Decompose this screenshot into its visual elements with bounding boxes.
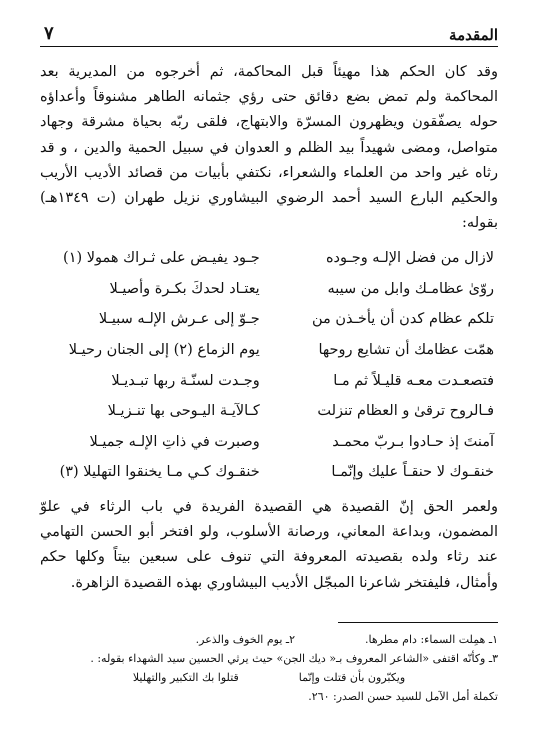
poem-verse [52, 335, 494, 366]
footnote-row [40, 649, 498, 668]
footnote-divider [338, 622, 498, 623]
page-header [44, 18, 498, 44]
page-number: ٧ [44, 23, 54, 44]
chapter-title: المقدمة [449, 26, 498, 44]
closing-paragraph: ولعمر الحق إنّ القصيدة هي القصيدة الفريدة في باب الرثاء في علوّ المضمون، وبداعة المعاني، ورصانة الأسلوب، ولو افتخر أبو الحسن التهامي عند رثاء ولده بقصيدته المعروفة التي تنوف على سبعين بيتاً وكلها حكم وأمثال، فليفتخر شاعرنا المبجّل الأديب البيشاوري بهذه القصيدة الزاهرة. [40, 499, 498, 591]
header-divider [40, 46, 498, 47]
poem-verse [52, 274, 494, 305]
footnote-1: ١ـ همِلت السماء: دام مطرها. [365, 633, 498, 646]
poem-verse [52, 365, 494, 396]
footnote-verse-second: قتلوا بك التكبير والتهليلا [132, 671, 239, 684]
footnote-row [40, 687, 498, 706]
poem-verse [52, 243, 494, 274]
first-hemistich: آمنتَ إذ حـادوا بـربّ محمـد [332, 433, 494, 450]
second-hemistich: جـوّ إلى عـرش الإلـه سبيـلا [98, 311, 260, 328]
first-hemistich: لازال من فضل الإلـه وجـوده [325, 250, 494, 267]
footnote-verse [40, 668, 498, 687]
poem-verse [52, 396, 494, 427]
first-hemistich: خنقـوك لا حنقـاً عليك وإنّمـا [331, 464, 494, 481]
footnote-row [40, 630, 498, 649]
elegy-poem [52, 243, 494, 488]
second-hemistich: يوم الزماع (٢) إلى الجنان رحيـلا [68, 342, 260, 359]
second-hemistich: وصبرت في ذاتِ الإلـه جميـلا [89, 433, 260, 450]
first-hemistich: فتصعـدت معـه قليـلاً ثم مـا [333, 372, 494, 389]
second-hemistich: كـالآيـة اليـوحى بها تنـزيـلا [107, 403, 260, 420]
second-hemistich: خنقـوك كـي مـا يخنقوا التهليلا (٣) [59, 464, 260, 481]
second-hemistich: جـود يفيـض على ثـراك همولا (١) [63, 250, 260, 267]
second-hemistich: وجـدت لسنّـة ربها تبـديـلا [111, 372, 260, 389]
first-hemistich: همّت عظامك أن تشايع روحها [318, 342, 494, 359]
intro-paragraph: وقد كان الحكم هذا مهيئاً قبل المحاكمة، ثم أخرجوه من المديرية بعد المحاكمة ولم تمض بضع دقائق حتى رؤي جثمانه الطاهر مشنوقاً وأعداؤه حوله يصفّقون ويظهرون المسرّة والابتهاج، فلقى ربّه بحياة مشرقة وجهاد متواصل، ومضى شهيداً بيد الظلم و العدوان في سبيل الحمية والدين ، و قد رثاه غير واحد من العلماء والشعراء، نكتفي بأبيات من قصائد الأديب الأريب والحكيم البارع السيد أحمد الرضوي البيشاوري نزيل طهران (ت ١٣٤٩هـ) بقوله: [40, 64, 498, 232]
poem-verse [52, 457, 494, 488]
footnote-2: ٢ـ يوم الخوف والذعر. [195, 633, 296, 646]
footnote-3: ٣ـ وكأنّه اقتفى «الشاعر المعروف بـ« ديك الجن» حيث يرثي الحسين سيد الشهداء بقوله: . [90, 652, 498, 665]
first-hemistich: تلكم عظام كدن أن يأخـذن من [311, 311, 494, 328]
footnote-verse-first: ويكبّرون بأن قتلت وإنّما [298, 671, 406, 684]
poem-verse [52, 427, 494, 458]
footnotes [40, 630, 498, 706]
first-hemistich: روّىٰ عظامـك وابل من سيبه [327, 280, 494, 297]
second-hemistich: يعتـاد لحدكَ بكـرة وأصيـلا [109, 280, 260, 297]
poem-verse [52, 304, 494, 335]
footnote-source: تكملة أمل الآمل للسيد حسن الصدر: ٢٦٠. [308, 690, 498, 703]
first-hemistich: فـالروح ترقىٰ و العظام تنزلت [317, 403, 494, 420]
